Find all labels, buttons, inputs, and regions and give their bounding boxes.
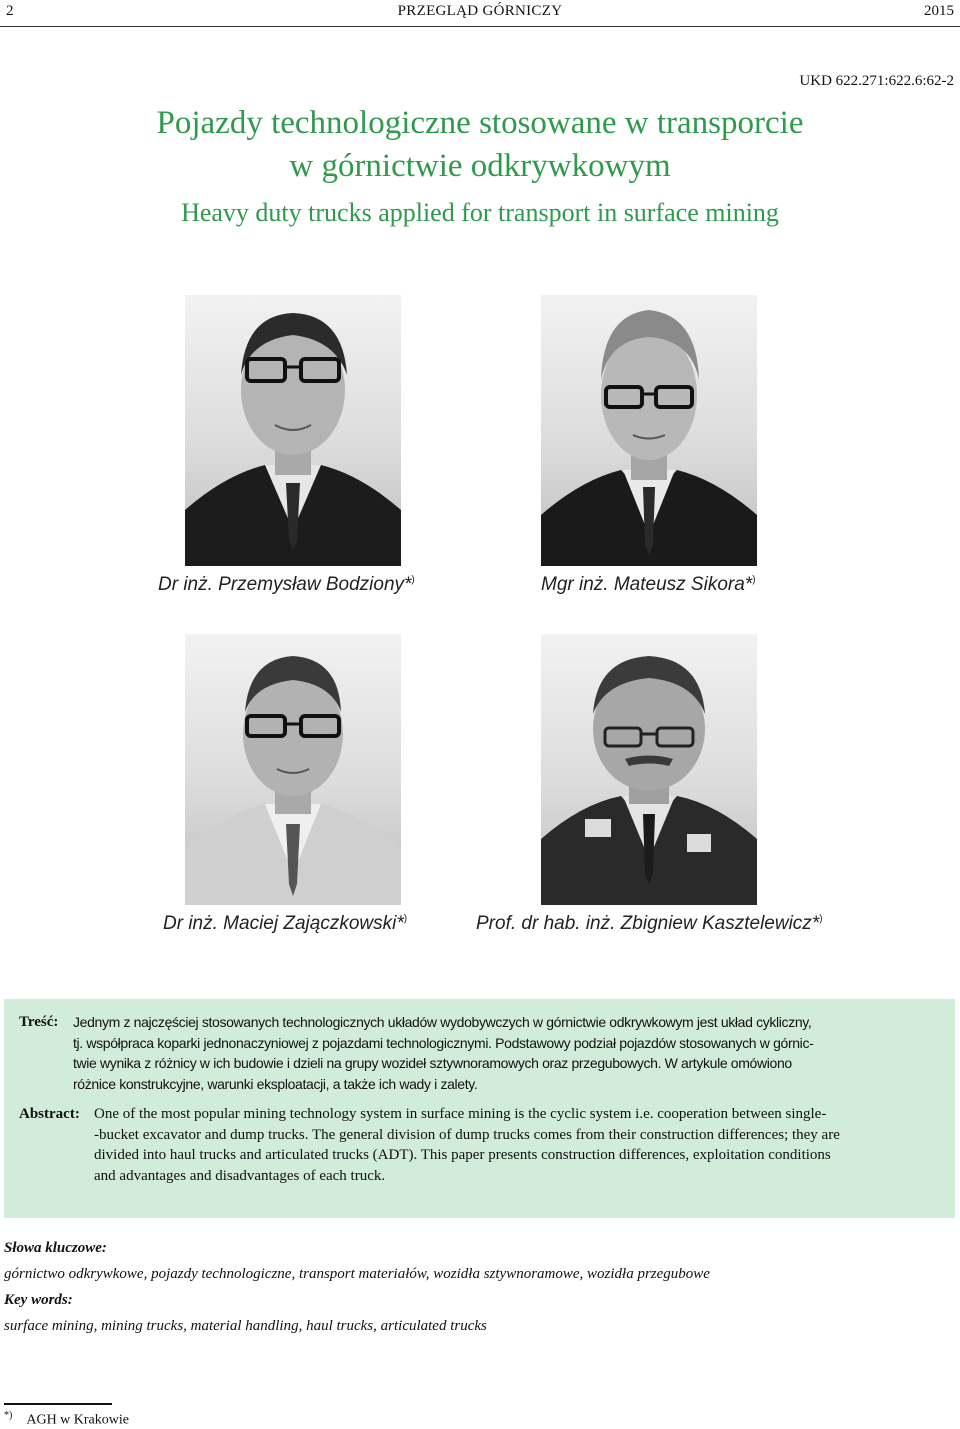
author-photo-zajaczkowski (185, 634, 401, 905)
abstract-pl-line-2: tj. współpraca koparki jednonaczyniowej z pojazdami technologicznymi. Podstawowy podział pojazdów stosowanych w górnic- (73, 1034, 814, 1051)
abstract-en-line-4: and advantages and disadvantages of each truck. (94, 1167, 386, 1184)
footnote-rule (4, 1403, 112, 1405)
footnote-mark: *) (4, 1410, 13, 1421)
title-polish-line1: Pojazdy technologiczne stosowane w transporcie (156, 105, 804, 141)
author-caption-3: Dr inż. Maciej Zajączkowski*) (163, 913, 408, 934)
author-photo-sikora (541, 295, 757, 566)
header-rule (0, 26, 960, 27)
footnote-text: AGH w Krakowie (26, 1412, 129, 1428)
author-caption-4: Prof. dr hab. inż. Zbigniew Kasztelewicz*) (476, 913, 823, 934)
keywords-en-label: Key words: (4, 1292, 73, 1308)
page-number: 2 (6, 3, 14, 19)
title-english: Heavy duty trucks applied for transport in surface mining (181, 198, 779, 227)
keywords-pl-label: Słowa kluczowe: (4, 1240, 107, 1256)
abstract-en-label: Abstract: (19, 1106, 80, 1122)
abstract-pl-line-3: twie wynika z różnicy w ich budowie i dzieli na grupy wozideł sztywnoramowych oraz przegubowych. W artykule omówiono (73, 1055, 792, 1071)
abstract-pl-line-4: różnice konstrukcyjne, warunki eksploatacji, a także ich wady i zalety. (73, 1075, 478, 1092)
keywords-en-text: surface mining, mining trucks, material handling, haul trucks, articulated trucks (4, 1318, 487, 1334)
author-caption-1: Dr inż. Przemysław Bodziony*) (158, 574, 415, 595)
author-photo-kasztelewicz (541, 634, 757, 905)
abstract-en-line-2: -bucket excavator and dump trucks. The general division of dump trucks comes from their construction differences; they are (94, 1126, 840, 1143)
title-polish-line2: w górnictwie odkrywkowym (289, 148, 671, 184)
ukd-classification: UKD 622.271:622.6:62-2 (799, 73, 954, 89)
journal-name: PRZEGLĄD GÓRNICZY (397, 3, 563, 19)
keywords-pl-text: górnictwo odkrywkowe, pojazdy technologiczne, transport materiałów, wozidła sztywnoramowe, wozidła przegubowe (4, 1266, 710, 1282)
author-caption-2: Mgr inż. Mateusz Sikora*) (541, 574, 756, 595)
issue-year: 2015 (924, 3, 954, 19)
abstract-en-line-3: divided into haul trucks and articulated trucks (ADT). This paper presents construction differences, exploitation conditions (94, 1147, 831, 1163)
author-photo-bodziony (185, 295, 401, 566)
abstract-box (4, 999, 955, 1218)
abstract-en-line-1: One of the most popular mining technology system in surface mining is the cyclic system i.e. cooperation between single- (94, 1106, 827, 1122)
abstract-pl-label: Treść: (19, 1014, 59, 1030)
abstract-pl-line-1: Jednym z najczęściej stosowanych technologicznych układów wydobywczych w górnictwie odkrywkowym jest układ cykliczny, (73, 1014, 812, 1030)
